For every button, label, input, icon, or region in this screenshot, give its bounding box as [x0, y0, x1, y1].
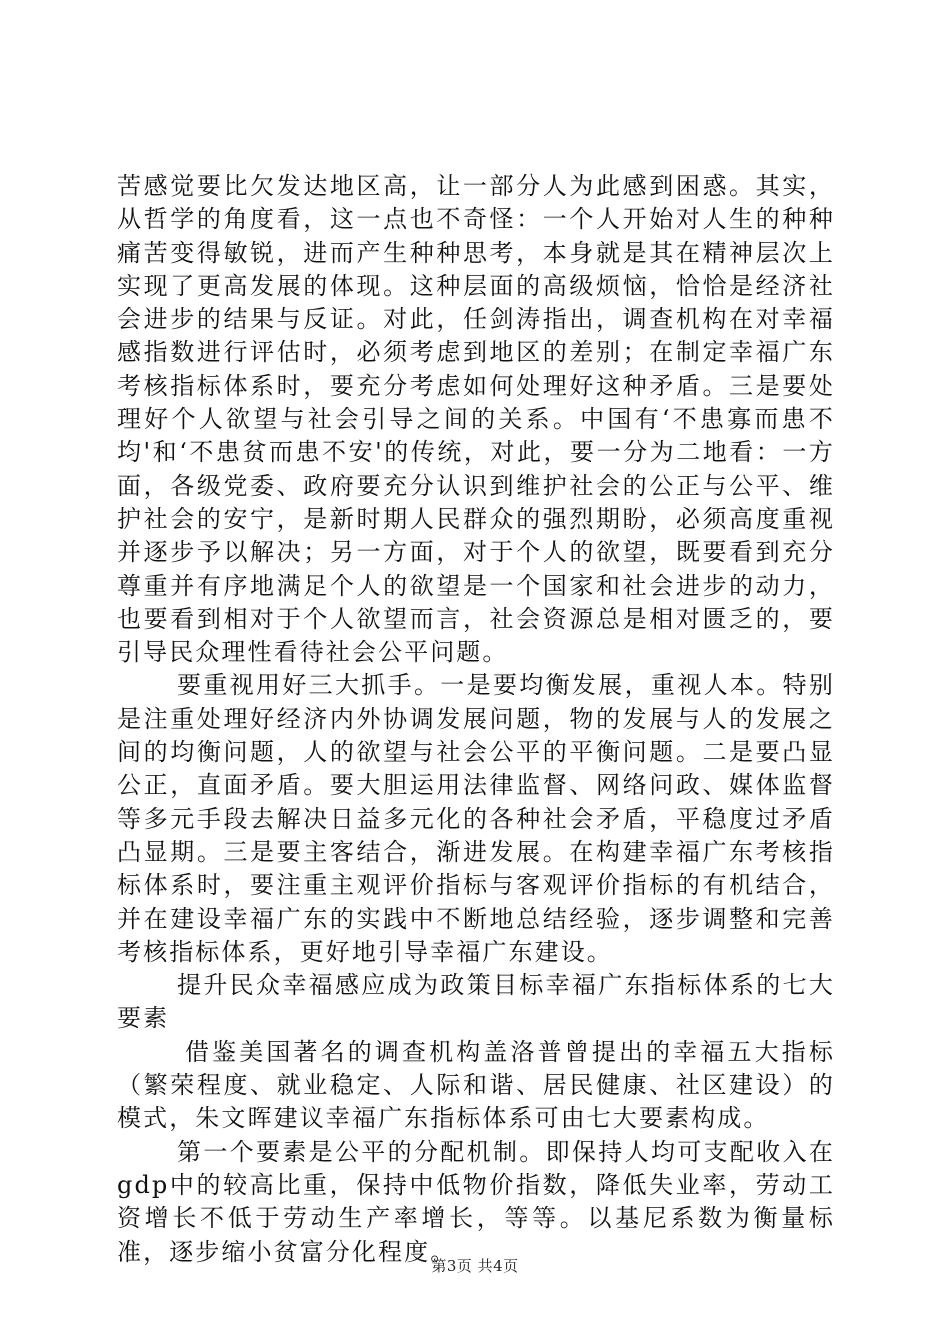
document-body: [117, 170, 835, 1269]
paragraph-three-levers: 要重视用好三大抓手。一是要均衡发展，重视人本。特别是注重处理好经济内外协调发展问题，物的发展与人的发展之间的均衡问题，人的欲望与社会公平的平衡问题。二是要凸显公正，直面矛盾。要大胆运用法律监督、网络问政、媒体监督等多元手段去解决日益多元化的各种社会矛盾，平稳度过矛盾凸显期。三是要主客结合，渐进发展。在构建幸福广东考核指标体系时，要注重主观评价指标与客观评价指标的有机结合，并在建设幸福广东的实践中不断地总结经验，逐步调整和完善考核指标体系，更好地引导幸福广东建设。: [117, 671, 835, 966]
paragraph-continuation: 苦感觉要比欠发达地区高，让一部分人为此感到困惑。其实，从哲学的角度看，这一点也不奇怪：一个人开始对人生的种种痛苦变得敏锐，进而产生种种思考，本身就是其在精神层次上实现了更高发展的体现。这种层面的高级烦恼，恰恰是经济社会进步的结果与反证。对此，任剑涛指出，调查机构在对幸福感指数进行评估时，必须考虑到地区的差别；在制定幸福广东考核指标体系时，要充分考虑如何处理好这种矛盾。三是要处理好个人欲望与社会引导之间的关系。中国有‘不患寡而患不均'和‘不患贫而患不安'的传统，对此，要一分为二地看：一方面，各级党委、政府要充分认识到维护社会的公正与公平、维护社会的安宁，是新时期人民群众的强烈期盼，必须高度重视并逐步予以解决；另一方面，对于个人的欲望，既要看到充分尊重并有序地满足个人的欲望是一个国家和社会进步的动力，也要看到相对于个人欲望而言，社会资源总是相对匮乏的，要引导民众理性看待社会公平问题。: [117, 172, 835, 667]
page-footer: 第3页 共4页: [431, 1257, 519, 1275]
paragraph-first-element: 第一个要素是公平的分配机制。即保持人均可支配收入在gdp中的较高比重，保持中低物价指数，降低失业率，劳动工资增长不低于劳动生产率增长，等等。以基尼系数为衡量标准，逐步缩小贫富分化程度。: [117, 1137, 835, 1266]
paragraph-gallup-model: 借鉴美国著名的调查机构盖洛普曾提出的幸福五大指标（繁荣程度、就业稳定、人际和谐、居民健康、社区建设）的模式，朱文晖建议幸福广东指标体系可由七大要素构成。: [117, 1037, 835, 1133]
section-heading: 提升民众幸福感应成为政策目标幸福广东指标体系的七大要素: [117, 971, 835, 1033]
